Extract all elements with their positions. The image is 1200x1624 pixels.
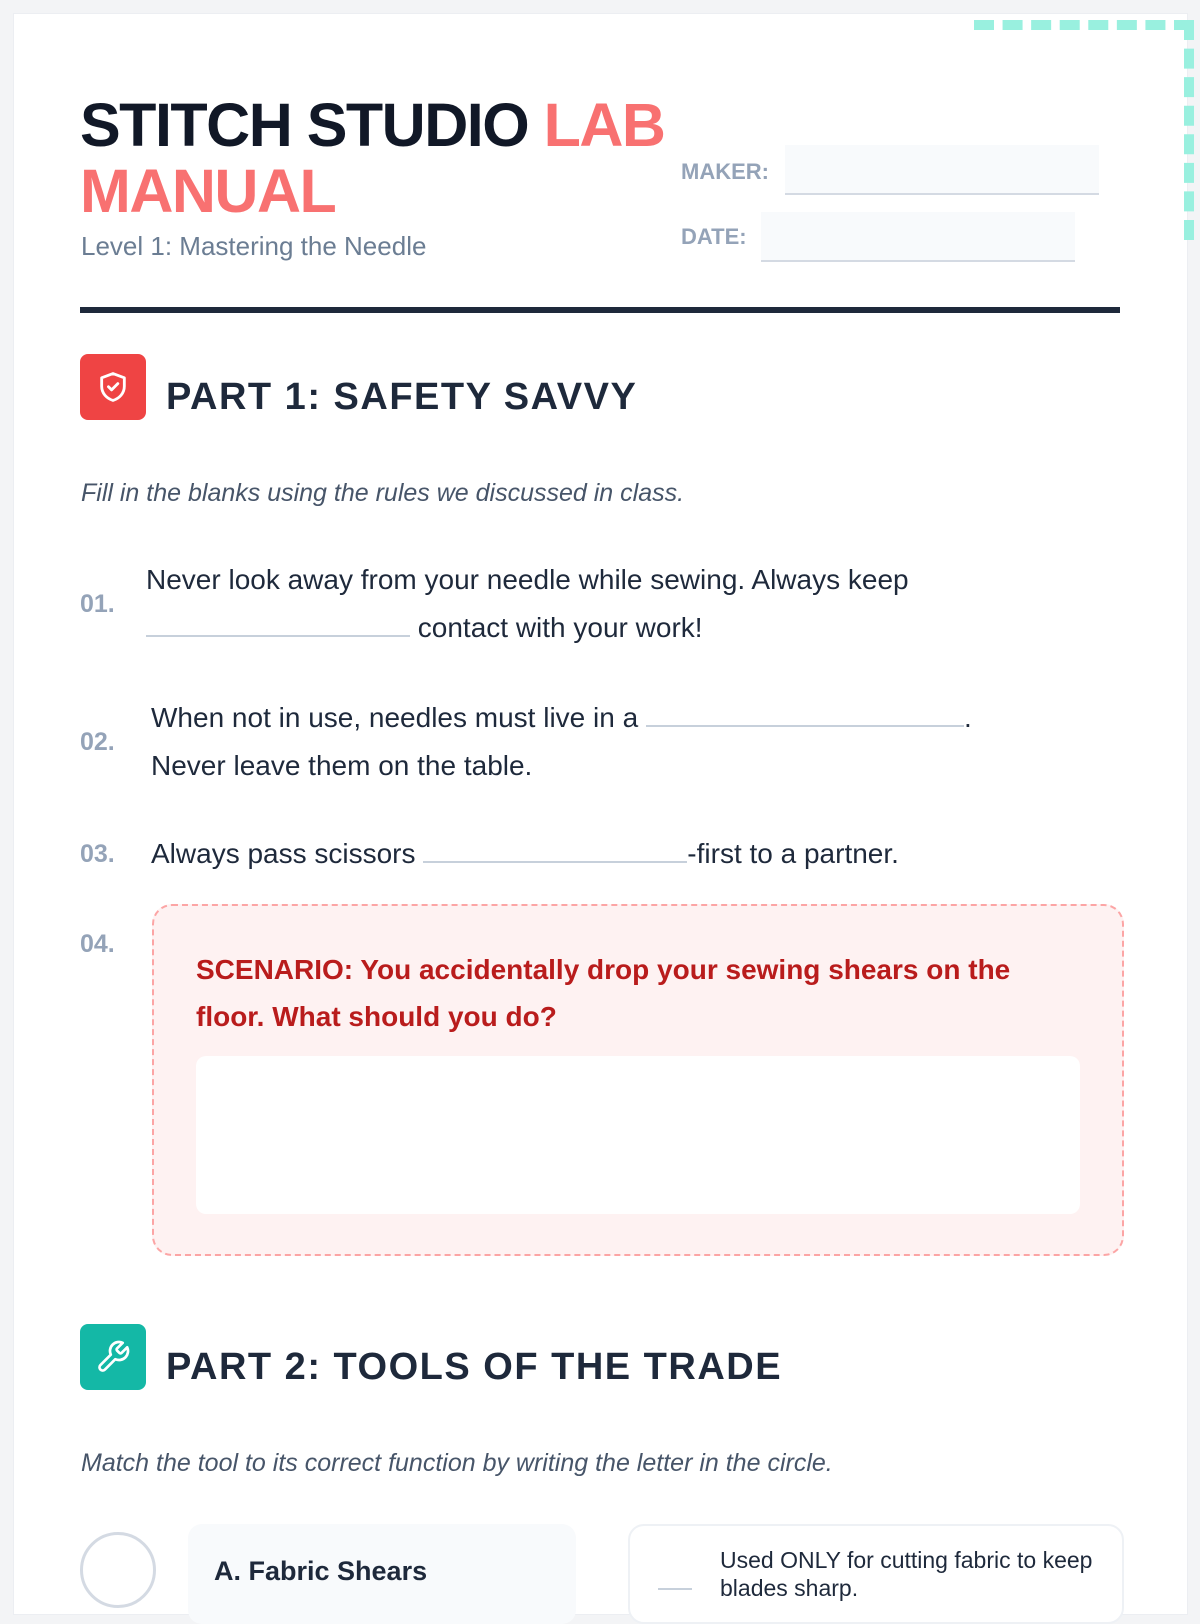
question-number: 04.	[80, 930, 115, 958]
part2-title: PART 2: TOOLS OF THE TRADE	[166, 1346, 783, 1388]
question-text: -first to a partner.	[687, 838, 899, 869]
tool-card	[188, 1524, 576, 1624]
question-3	[151, 830, 1091, 878]
question-text: Always pass scissors	[151, 838, 416, 869]
part1-title: PART 1: SAFETY SAVVY	[166, 376, 638, 418]
function-text: Used ONLY for cutting fabric to keep blades sharp.	[720, 1547, 1093, 1601]
date-label: DATE:	[681, 224, 747, 249]
part1-instruction: Fill in the blanks using the rules we discussed in class.	[81, 479, 685, 507]
question-number: 01.	[80, 590, 115, 618]
corner-decoration	[974, 20, 1194, 240]
maker-label: MAKER:	[681, 159, 769, 184]
answer-blank[interactable]	[423, 839, 687, 863]
page-title	[80, 92, 700, 224]
question-2	[151, 694, 1091, 790]
question-text: Never leave them on the table.	[151, 750, 533, 781]
title-accent: LAB MANUAL	[80, 91, 665, 225]
header-divider	[80, 307, 1120, 313]
question-text: contact with your work!	[417, 612, 703, 643]
answer-blank[interactable]	[146, 613, 410, 637]
answer-blank[interactable]	[646, 703, 964, 727]
maker-field[interactable]	[785, 145, 1099, 195]
question-text: .	[963, 702, 972, 733]
wrench-icon	[80, 1324, 146, 1390]
question-1	[146, 556, 1086, 652]
answer-circle[interactable]	[80, 1532, 156, 1608]
question-number: 03.	[80, 840, 115, 868]
function-card	[628, 1524, 1124, 1624]
scenario-prompt: SCENARIO: You accidentally drop your sewing shears on the floor. What should you do?	[196, 954, 1011, 1032]
question-text: Never look away from your needle while sewing. Always keep	[146, 564, 909, 595]
question-text: When not in use, needles must live in a	[151, 702, 639, 733]
worksheet-page	[14, 14, 1187, 1614]
scenario-box	[152, 904, 1124, 1256]
question-number: 02.	[80, 728, 115, 756]
tool-label: A. Fabric Shears	[214, 1556, 428, 1586]
part2-instruction: Match the tool to its correct function by writing the letter in the circle.	[81, 1449, 833, 1477]
function-blank[interactable]	[658, 1588, 692, 1590]
title-main: STITCH STUDIO	[80, 91, 544, 159]
page-subtitle: Level 1: Mastering the Needle	[81, 231, 427, 261]
shield-check-icon	[80, 354, 146, 420]
scenario-answer-box[interactable]	[196, 1056, 1080, 1214]
date-field[interactable]	[761, 212, 1075, 262]
